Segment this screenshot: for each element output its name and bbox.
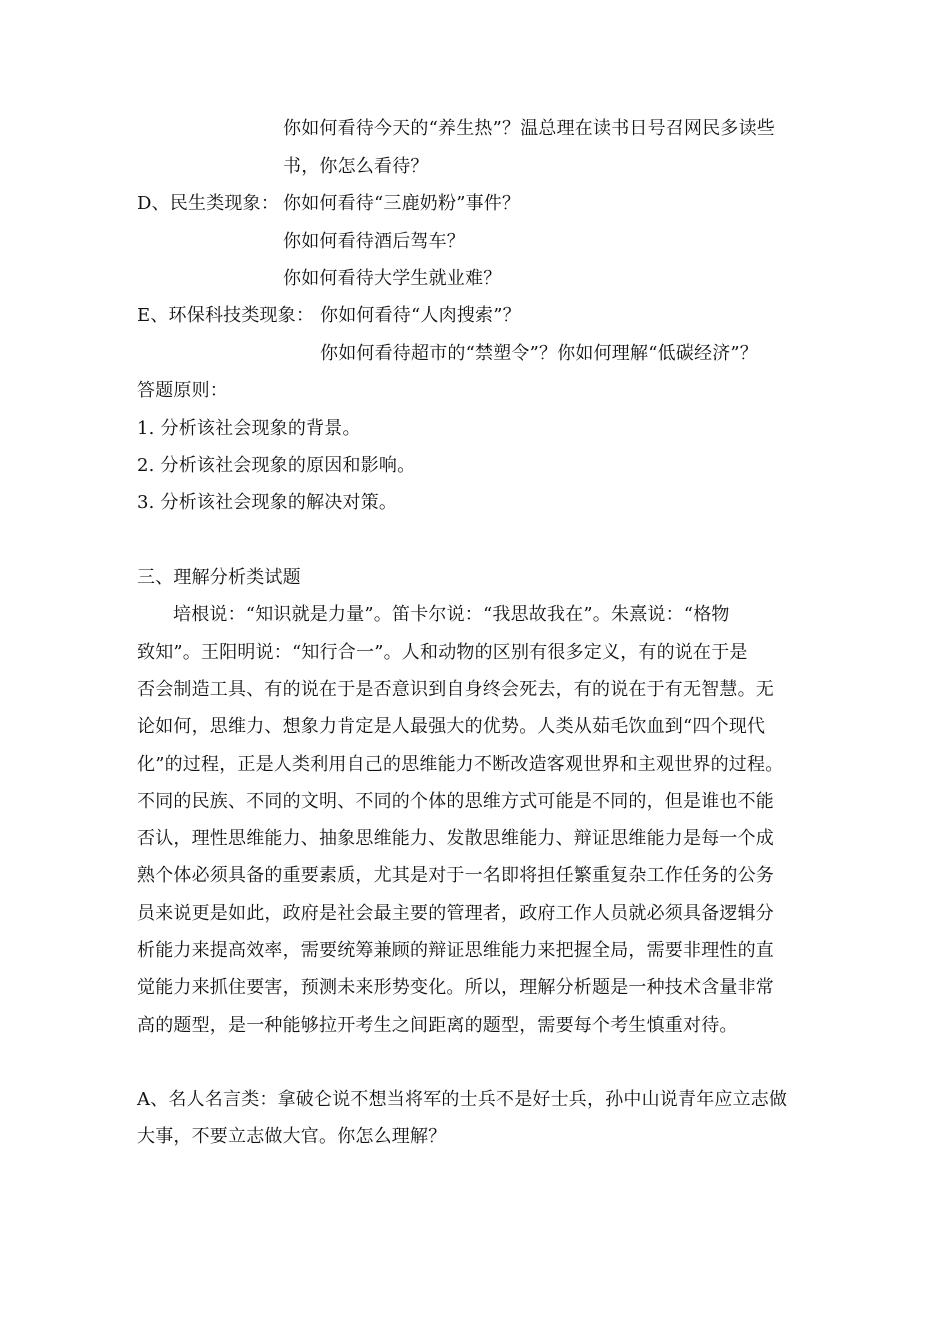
section-d-question-2: 你如何看待酒后驾车？	[283, 231, 465, 252]
section-d-heading: D、民生类现象：	[137, 193, 280, 214]
principle-item-3: 3. 分析该社会现象的解决对策。	[137, 492, 398, 513]
section-a-line-2: 大事，不要立志做大官。你怎么理解？	[137, 1126, 447, 1147]
principle-item-1: 1. 分析该社会现象的背景。	[137, 418, 361, 439]
paragraph-line: 员来说更是如此，政府是社会最主要的管理者，政府工作人员就必须具备逻辑分	[137, 903, 774, 924]
section-e-question-1: 你如何看待“人肉搜索”？	[320, 305, 521, 326]
paragraph-line: 致知”。王阳明说：“知行合一”。人和动物的区别有很多定义，有的说在于是	[137, 642, 748, 663]
paragraph-line: 熟个体必须具备的重要素质，尤其是对于一名即将担任繁重复杂工作任务的公务	[137, 865, 774, 886]
paragraph-line: 高的题型，是一种能够拉开考生之间距离的题型，需要每个考生慎重对待。	[137, 1015, 738, 1036]
section-three-title: 三、理解分析类试题	[137, 567, 301, 588]
section-d-question-1: 你如何看待“三鹿奶粉”事件？	[283, 193, 521, 214]
paragraph-line: 论如何，思维力、想象力肯定是人最强大的优势。人类从茹毛饮血到“四个现代	[137, 716, 766, 737]
section-d-question-3: 你如何看待大学生就业难？	[283, 268, 502, 289]
principle-item-2: 2. 分析该社会现象的原因和影响。	[137, 455, 416, 476]
paragraph-line: 培根说：“知识就是力量”。笛卡尔说：“我思故我在”。朱熹说：“格物	[173, 604, 730, 625]
paragraph-line: 不同的民族、不同的文明、不同的个体的思维方式可能是不同的，但是谁也不能	[137, 791, 774, 812]
paragraph-line: 觉能力来抓住要害，预测未来形势变化。所以，理解分析题是一种技术含量非常	[137, 977, 774, 998]
paragraph-line: 析能力来提高效率，需要统筹兼顾的辩证思维能力来把握全局，需要非理性的直	[137, 940, 774, 961]
section-e-question-2: 你如何看待超市的“禁塑令”？你如何理解“低碳经济”？	[320, 343, 759, 364]
section-e-heading: E、环保科技类现象：	[137, 305, 315, 326]
paragraph-line: 化”的过程，正是人类利用自己的思维能力不断改造客观世界和主观世界的过程。	[137, 754, 784, 775]
section-a-line-1: A、名人名言类：拿破仑说不想当将军的士兵不是好士兵，孙中山说青年应立志做	[137, 1089, 788, 1110]
principles-title: 答题原则：	[137, 380, 228, 401]
section-c-line-2: 书，你怎么看待？	[283, 156, 429, 177]
paragraph-line: 否会制造工具、有的说在于是否意识到自身终会死去，有的说在于有无智慧。无	[137, 679, 774, 700]
section-c-line-1: 你如何看待今天的“养生热”？温总理在读书日号召网民多读些	[283, 118, 776, 139]
paragraph-line: 否认，理性思维能力、抽象思维能力、发散思维能力、辩证思维能力是每一个成	[137, 828, 774, 849]
